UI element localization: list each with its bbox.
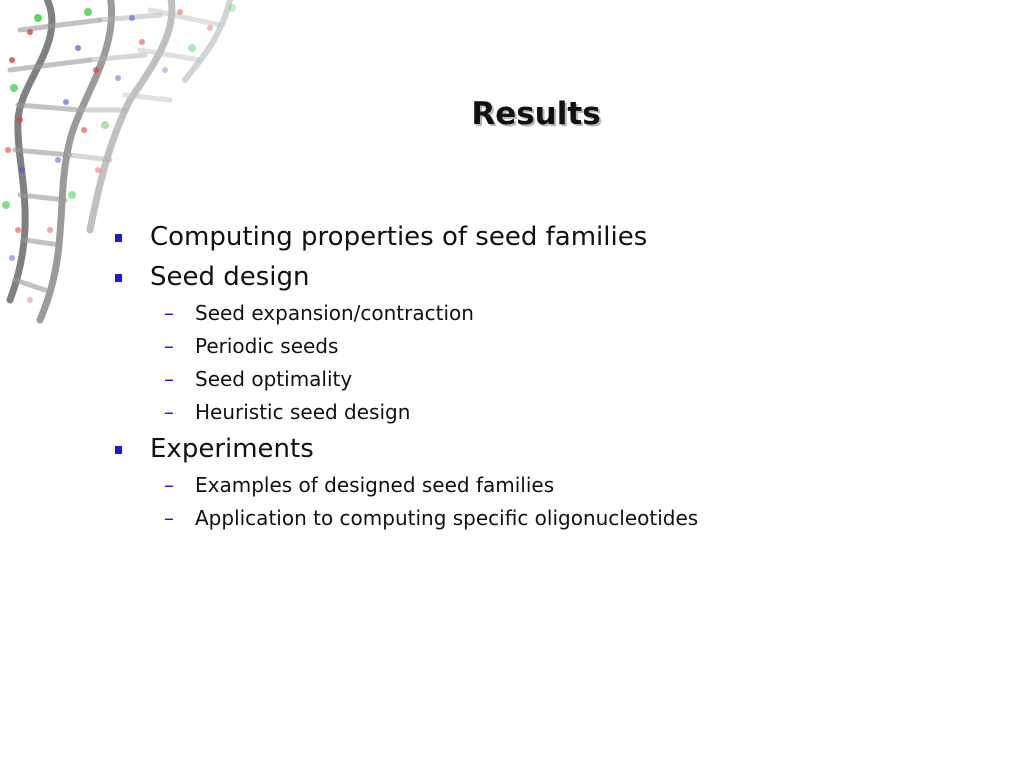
sub-bullet-item: [112, 503, 992, 536]
square-bullet-icon: [115, 234, 122, 242]
bullet-text: Computing properties of seed families: [150, 222, 648, 252]
dash-bullet-icon: –: [164, 473, 174, 497]
sub-bullet-item: [112, 364, 992, 397]
sub-bullet-text: Heuristic seed design: [195, 400, 411, 424]
slide-title: Results: [471, 96, 601, 132]
sub-bullet-item: [112, 470, 992, 503]
bullet-item: [112, 258, 992, 298]
sub-bullet-text: Periodic seeds: [195, 334, 339, 358]
sub-bullet-text: Examples of designed seed families: [195, 473, 555, 497]
sub-bullet-text: Seed optimality: [195, 367, 353, 391]
dash-bullet-icon: –: [164, 367, 174, 391]
sub-bullet-text: Seed expansion/contraction: [195, 301, 474, 325]
sub-bullet-item: [112, 331, 992, 364]
dash-bullet-icon: –: [164, 400, 174, 424]
square-bullet-icon: [115, 274, 122, 282]
sub-bullet-item: [112, 397, 992, 430]
square-bullet-icon: [115, 446, 122, 454]
bullet-item: [112, 430, 992, 470]
bullet-item: [112, 218, 992, 258]
sub-bullet-item: [112, 298, 992, 331]
bullet-text: Seed design: [150, 262, 310, 292]
sub-bullet-text: Application to computing specific oligonucleotides: [195, 506, 699, 530]
dash-bullet-icon: –: [164, 506, 174, 530]
dash-bullet-icon: –: [164, 334, 174, 358]
dash-bullet-icon: –: [164, 301, 174, 325]
bullet-text: Experiments: [150, 434, 314, 464]
bullet-list: [112, 218, 992, 536]
